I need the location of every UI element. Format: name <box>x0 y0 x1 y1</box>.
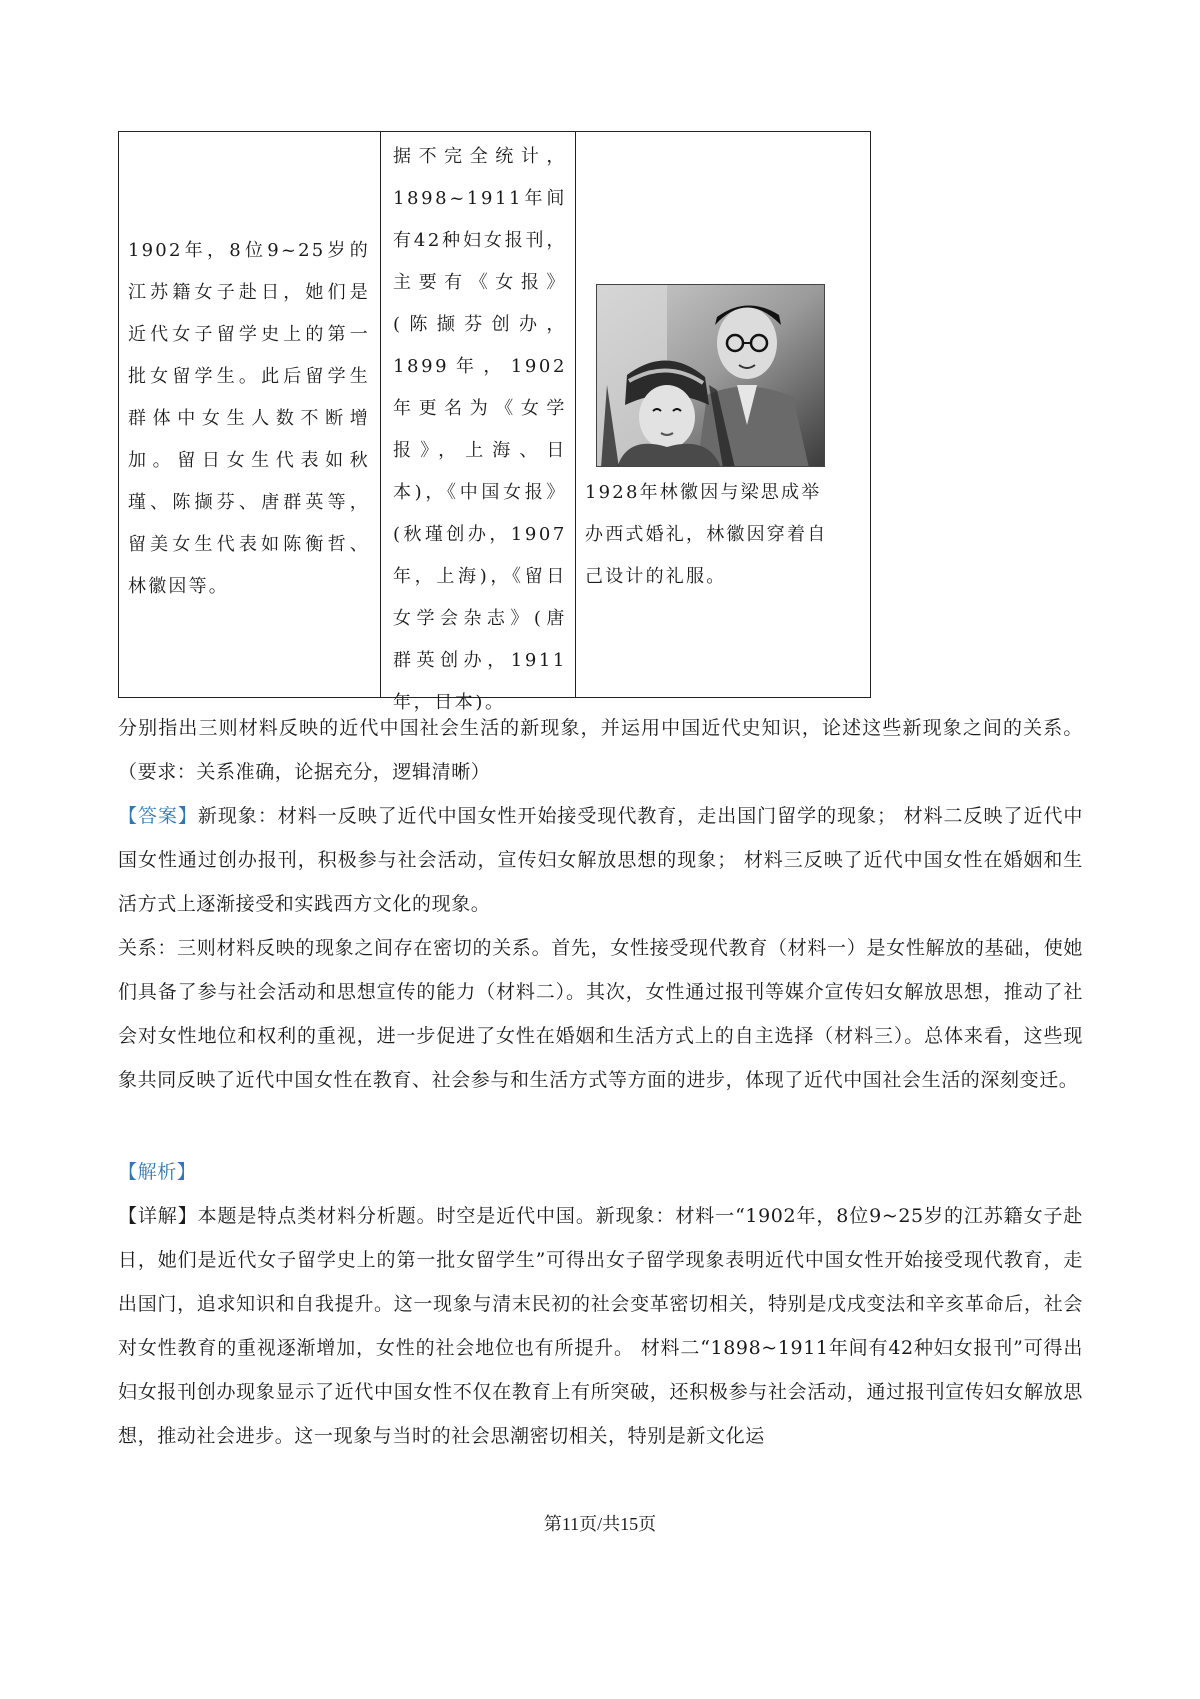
material-3-cell <box>576 132 870 697</box>
detail-paragraph <box>118 1194 1083 1458</box>
material-2-cell <box>381 132 576 713</box>
detail-tag: 【详解】 <box>118 1205 198 1227</box>
wedding-photo <box>596 284 825 467</box>
material-1-cell <box>119 132 381 697</box>
page-number-footer: 第11页/共15页 <box>543 1514 657 1534</box>
answer-text: 新现象：材料一反映了近代中国女性开始接受现代教育，走出国门留学的现象； 材料二反映了近代中国女性通过创办报刊，积极参与社会活动，宣传妇女解放思想的现象； 材料三反映了近代中国女性在婚姻和生活方式上逐渐接受和实践西方文化的现象。 <box>118 805 1084 915</box>
analysis-heading <box>118 1150 1083 1194</box>
answer-tag: 【答案】 <box>118 805 198 827</box>
material-2-text: 据不完全统计，1898~1911年间有42种妇女报刊，主要有《女报》(陈撷芬创办，1899年，1902年更名为《女学报》，上海、日本)，《中国女报》(秋瑾创办，1907年，上海)，《留日女学会杂志》(唐群英创办，1911年，日本)。 <box>393 146 567 713</box>
wedding-photo-illustration <box>597 285 825 467</box>
question-text: 分别指出三则材料反映的近代中国社会生活的新现象，并运用中国近代史知识，论述这些新现象之间的关系。（要求：关系准确，论据充分，逻辑清晰） <box>118 717 1083 783</box>
detail-text: 本题是特点类材料分析题。时空是近代中国。新现象：材料一“1902年，8位9~25岁的江苏籍女子赴日，她们是近代女子留学史上的第一批女留学生”可得出女子留学现象表明近代中国女性开始接受现代教育，走出国门，追求知识和自我提升。这一现象与清末民初的社会变革密切相关，特别是戊戌变法和辛亥革命后，社会对女性教育的重视逐渐增加，女性的社会地位也有所提升。 材料二“1898~1911年间有42种妇女报刊”可得出妇女报刊创办现象显示了近代中国女性不仅在教育上有所突破，还积极参与社会活动，通过报刊宣传妇女解放思想，推动社会进步。这一现象与当时的社会思潮密切相关，特别是新文化运 <box>118 1205 1083 1447</box>
material-1-text: 1902年，8位9~25岁的江苏籍女子赴日，她们是近代女子留学史上的第一批女留学生。此后留学生群体中女生人数不断增加。留日女生代表如秋瑾、陈撷芬、唐群英等，留美女生代表如陈衡哲、林徽因等。 <box>128 239 370 597</box>
analysis-tag: 【解析】 <box>118 1161 197 1183</box>
materials-table <box>118 131 871 713</box>
answer-paragraph <box>118 794 1083 926</box>
relation-paragraph: 关系：三则材料反映的现象之间存在密切的关系。首先，女性接受现代教育（材料一）是女性解放的基础，使她们具备了参与社会活动和思想宣传的能力（材料二）。其次，女性通过报刊等媒介宣传妇女解放思想，推动了社会对女性地位和权利的重视，进一步促进了女性在婚姻和生活方式上的自主选择（材料三）。总体来看，这些现象共同反映了近代中国女性在教育、社会参与和生活方式等方面的进步，体现了近代中国社会生活的深刻变迁。 <box>118 937 1083 1091</box>
photo-caption: 1928年林徽因与梁思成举办西式婚礼，林徽因穿着自己设计的礼服。 <box>585 482 828 587</box>
